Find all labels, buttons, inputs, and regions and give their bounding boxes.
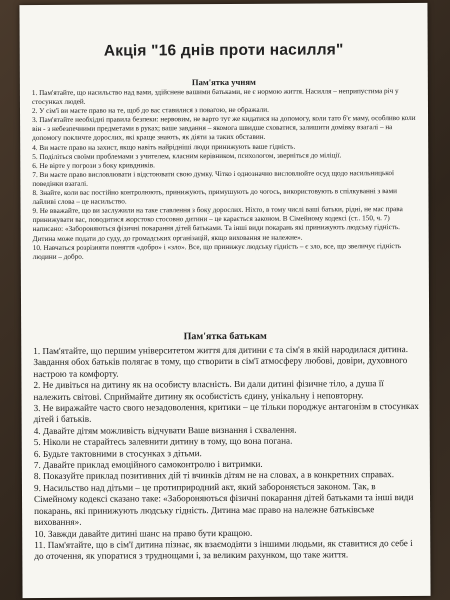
list-item: 5. Поділіться своїми проблемами з учителем, класним керівником, психологом, зверніться до міліції.	[32, 151, 342, 161]
students-list	[32, 87, 419, 262]
parents-list	[33, 344, 420, 563]
list-item: 2. Не дивіться на дитину як на особисту власність. Ви дали дитині фізичне тіло, а душа її належить світові. Сприймайте дитину як особистість єдину, унікальну і неповторну.	[33, 378, 384, 402]
list-item: 6. Не вірте у погрози з боку кривдників.	[32, 161, 155, 170]
list-item: 9. Не вважайте, що ви заслужили на таке ставлення з боку дорослих. Ніхто, в тому числі ваші батьки, рідні, не мас права принижувати вас, поводитися жорстоко стосовно дитини – це карається законом. В Сімейному кодексі (ст.. 150, ч. 7) написано: «Забороняються фізичні покарання дітей батьками. Та інші види покарань які принижують людську гідність. Дитина може подати до суду, до громадських організацій, якщо виховання не належне».	[32, 205, 403, 243]
list-item: 4. Давайте дітям можливість відчувати Ваше визнання і схвалення.	[33, 424, 297, 436]
list-item: 6. Будьте тактовними в стосунках з дітьми.	[33, 447, 202, 459]
list-item: 9. Насильство над дітьми – це протиприродний акт, який забороняється законом. Так, в Сімейному кодексі сказано таке: «Забороняються фізичні покарання дітей батьками та інші види покарань, які принижують людську гідність. Дитина має право на належне батьківське виховання».	[33, 481, 414, 528]
page-title: Акція "16 днів проти насилля"	[103, 41, 344, 60]
list-item: 8. Показуйте приклад позитивних дій ті вчинків дітям не на словах, а в конкретних справах.	[33, 469, 395, 482]
paper-sheet	[19, 3, 430, 598]
students-heading: Пам'ятка учням	[191, 76, 256, 88]
list-item: 10. Навчаться розрізняти поняття «добро» і «зло». Все, що принижує людську гідність – є зло, все, що звеличує гідність людини – добро.	[32, 241, 402, 261]
list-item: 5. Ніколи не старайтесь залевнити дитину в тому, що вона погана.	[33, 435, 293, 448]
list-item: 1. Пам'ятайте, що першим університетом життя для дитини є та сім'я в якій народилася дитина. Завдання обох батьків полягає в тому, що створити в сім'ї атмосферу любові, довіри, духовного настрою та комфорту.	[33, 344, 409, 379]
parents-heading: Пам'ятка батькам	[183, 330, 267, 343]
list-item: 2. У сім'ї ви маєте право на те, щоб до вас ставилися з повагою, не ображали.	[31, 105, 269, 116]
list-item: 1. Пам'ятайте, що насильство над вами, здійснене вашими батьками, не є нормою життя. Насилля – неприпустима річ у стосунках людей.	[31, 87, 399, 107]
list-item: 8. Знайте, коли вас постійно контролюють, принижують, примушують до чогось, використовують в спілкуванні з вами лайливі слова – це насильство.	[32, 187, 398, 207]
list-item: 3. Пам'ятайте необхідні правила безпеки: нервовим, не варто тут же кидатися на допомогу, коли тато б'є маму, особливо коли він - з небезпечними предметами в руках; ваше завдання – якомога швидше сховатися, залишити домівку взагалі – на допомогу покличте дорослих, які краще знають, як діяти за таких обставин.	[32, 114, 416, 143]
list-item: 3. Не виражайте часто свого незадоволення, критики – це тільки породжує антагонізм в стосунках дітей і батьків.	[33, 401, 419, 425]
list-item: 7. Ви маєте право висловлювати і відстоювати свою думку. Чітко і однозначно висловлюйте осуд щодо насильницької поведінки взагалі.	[32, 168, 394, 188]
list-item: 11. Пам'ятайте, що в сім'ї дитина пізнає, як взаємодіяти з іншими людьми, як ставитися до себе і до оточення, як упоратися з труднощами і, за великим рахунком, що таке життя.	[34, 537, 413, 562]
list-item: 7. Давайте приклад емоційного самоконтролю і витримки.	[33, 458, 263, 471]
list-item: 4. Ви маєте право на захист, якщо навіть найрідніші люди принижують ваше гідність.	[32, 142, 296, 152]
list-item: 10. Завжди давайте дитині шанс на право бути кращою.	[34, 527, 253, 539]
